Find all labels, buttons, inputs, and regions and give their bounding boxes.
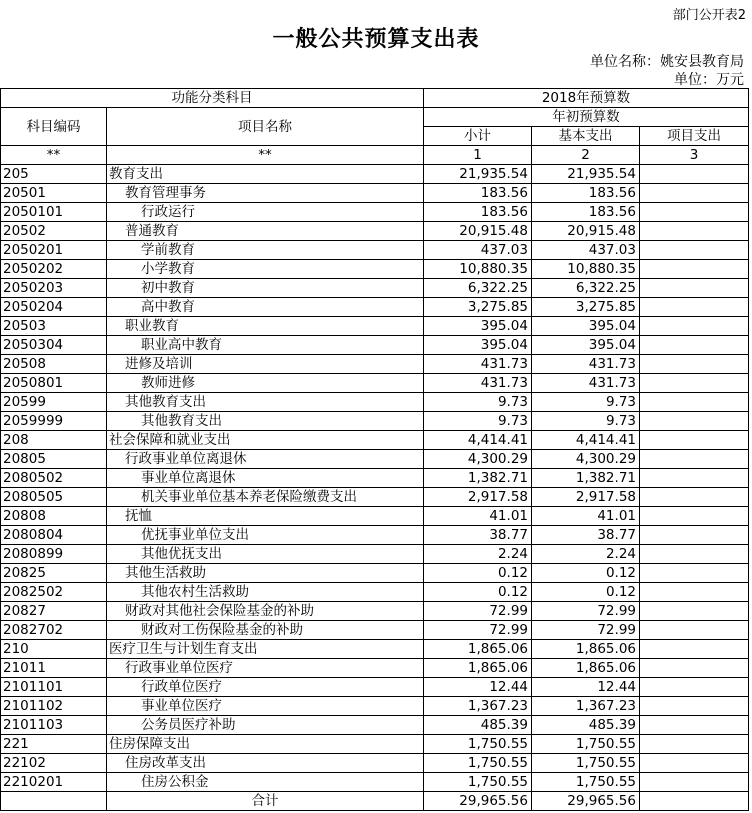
item-name-cell: 职业教育 (107, 317, 424, 336)
subtotal-cell: 10,880.35 (424, 260, 532, 279)
item-name-cell: 教育支出 (107, 165, 424, 184)
project-cell (640, 203, 749, 222)
project-cell (640, 716, 749, 735)
item-name-cell: 财政对其他社会保险基金的补助 (107, 602, 424, 621)
item-name-cell: 行政事业单位离退休 (107, 450, 424, 469)
table-row (1, 450, 749, 469)
subtotal-cell: 6,322.25 (424, 279, 532, 298)
subtotal-cell: 21,935.54 (424, 165, 532, 184)
subtotal-cell: 395.04 (424, 336, 532, 355)
subtotal-cell: 183.56 (424, 184, 532, 203)
project-cell (640, 754, 749, 773)
project-cell (640, 374, 749, 393)
header-row-4 (1, 146, 749, 165)
project-cell (640, 184, 749, 203)
budget-table (0, 88, 749, 811)
project-cell (640, 165, 749, 184)
item-name-cell: 行政单位医疗 (107, 678, 424, 697)
basic-cell: 9.73 (532, 393, 640, 412)
subtotal-cell: 1,750.55 (424, 735, 532, 754)
project-cell (640, 507, 749, 526)
item-name-header: 项目名称 (107, 108, 424, 146)
item-name-cell: 其他农村生活救助 (107, 583, 424, 602)
subject-code-cell: 20502 (1, 222, 107, 241)
project-cell (640, 336, 749, 355)
table-row (1, 488, 749, 507)
item-name-cell: 公务员医疗补助 (107, 716, 424, 735)
table-row (1, 412, 749, 431)
basic-cell: 6,322.25 (532, 279, 640, 298)
subject-code-cell: 2082702 (1, 621, 107, 640)
basic-cell: 183.56 (532, 184, 640, 203)
subject-code-cell: 2080804 (1, 526, 107, 545)
item-name-cell: 进修及培训 (107, 355, 424, 374)
project-cell (640, 393, 749, 412)
subject-code-cell: 2050203 (1, 279, 107, 298)
table-row (1, 393, 749, 412)
table-row (1, 317, 749, 336)
item-name-cell: 财政对工伤保险基金的补助 (107, 621, 424, 640)
basic-cell: 1,750.55 (532, 773, 640, 792)
subject-code-cell: 208 (1, 431, 107, 450)
basic-cell: 9.73 (532, 412, 640, 431)
table-row (1, 640, 749, 659)
table-row (1, 241, 749, 260)
table-row (1, 279, 749, 298)
item-name-cell: 抚恤 (107, 507, 424, 526)
subtotal-cell: 1,367.23 (424, 697, 532, 716)
subtotal-cell: 431.73 (424, 355, 532, 374)
subtotal-cell: 0.12 (424, 583, 532, 602)
func-category-header: 功能分类科目 (1, 89, 424, 108)
project-cell (640, 450, 749, 469)
subtotal-cell: 38.77 (424, 526, 532, 545)
basic-cell: 485.39 (532, 716, 640, 735)
table-row (1, 602, 749, 621)
table-row (1, 374, 749, 393)
table-row (1, 431, 749, 450)
subject-code-cell: 2050202 (1, 260, 107, 279)
item-name-cell: 高中教育 (107, 298, 424, 317)
subject-code-cell: 2050304 (1, 336, 107, 355)
item-name-cell: 住房改革支出 (107, 754, 424, 773)
col-number-3: 3 (640, 146, 749, 165)
subject-code-cell: 2050201 (1, 241, 107, 260)
project-cell (640, 773, 749, 792)
subtotal-cell: 431.73 (424, 374, 532, 393)
table-row (1, 754, 749, 773)
subject-code-cell: 20805 (1, 450, 107, 469)
subject-code-cell: 2210201 (1, 773, 107, 792)
project-cell (640, 621, 749, 640)
subtotal-cell: 485.39 (424, 716, 532, 735)
subject-code-cell: 21011 (1, 659, 107, 678)
table-row (1, 336, 749, 355)
project-cell (640, 279, 749, 298)
basic-cell: 4,414.41 (532, 431, 640, 450)
project-cell (640, 488, 749, 507)
basic-cell: 41.01 (532, 507, 640, 526)
project-cell (640, 355, 749, 374)
table-row (1, 469, 749, 488)
table-row (1, 621, 749, 640)
table-row (1, 184, 749, 203)
item-name-cell: 社会保障和就业支出 (107, 431, 424, 450)
subject-code-cell: 20501 (1, 184, 107, 203)
subtotal-cell: 2.24 (424, 545, 532, 564)
table-row (1, 564, 749, 583)
subtotal-cell: 41.01 (424, 507, 532, 526)
subject-code-cell: 20808 (1, 507, 107, 526)
basic-cell: 72.99 (532, 621, 640, 640)
basic-cell: 1,865.06 (532, 659, 640, 678)
project-cell (640, 526, 749, 545)
subject-code-cell: 2082502 (1, 583, 107, 602)
item-name-cell: 初中教育 (107, 279, 424, 298)
subject-code-cell: 20503 (1, 317, 107, 336)
project-cell (640, 412, 749, 431)
subtotal-cell: 72.99 (424, 621, 532, 640)
subject-code-cell: 221 (1, 735, 107, 754)
table-row (1, 260, 749, 279)
project-cell (640, 678, 749, 697)
subtotal-header: 小计 (424, 127, 532, 146)
basic-cell: 72.99 (532, 602, 640, 621)
basic-cell: 0.12 (532, 583, 640, 602)
project-cell (640, 735, 749, 754)
basic-header: 基本支出 (532, 127, 640, 146)
table-row (1, 222, 749, 241)
project-cell (640, 583, 749, 602)
subtotal-cell: 395.04 (424, 317, 532, 336)
subject-code-cell: 2050101 (1, 203, 107, 222)
subtotal-cell: 9.73 (424, 412, 532, 431)
project-cell (640, 298, 749, 317)
subject-code-cell: 20825 (1, 564, 107, 583)
table-row (1, 545, 749, 564)
item-name-cell: 其他教育支出 (107, 393, 424, 412)
table-row (1, 355, 749, 374)
col-number-2: 2 (532, 146, 640, 165)
project-header: 项目支出 (640, 127, 749, 146)
name-star-cell: ** (107, 146, 424, 165)
table-row (1, 659, 749, 678)
subtotal-cell: 183.56 (424, 203, 532, 222)
subject-code-cell: 2101101 (1, 678, 107, 697)
basic-cell: 431.73 (532, 374, 640, 393)
basic-cell: 4,300.29 (532, 450, 640, 469)
project-cell (640, 222, 749, 241)
project-cell (640, 469, 749, 488)
basic-cell: 38.77 (532, 526, 640, 545)
total-subtotal: 29,965.56 (424, 792, 532, 811)
table-row (1, 735, 749, 754)
subject-code-cell: 2059999 (1, 412, 107, 431)
table-row (1, 697, 749, 716)
subject-code-cell: 20599 (1, 393, 107, 412)
basic-cell: 431.73 (532, 355, 640, 374)
table-row (1, 583, 749, 602)
subject-code-cell: 2101103 (1, 716, 107, 735)
table-row (1, 773, 749, 792)
project-cell (640, 317, 749, 336)
subtotal-cell: 9.73 (424, 393, 532, 412)
basic-cell: 10,880.35 (532, 260, 640, 279)
total-project (640, 792, 749, 811)
item-name-cell: 事业单位离退休 (107, 469, 424, 488)
table-row (1, 203, 749, 222)
item-name-cell: 其他教育支出 (107, 412, 424, 431)
project-cell (640, 545, 749, 564)
subtotal-cell: 4,300.29 (424, 450, 532, 469)
total-row (1, 792, 749, 811)
item-name-cell: 住房保障支出 (107, 735, 424, 754)
item-name-cell: 机关事业单位基本养老保险缴费支出 (107, 488, 424, 507)
basic-cell: 1,382.71 (532, 469, 640, 488)
item-name-cell: 优抚事业单位支出 (107, 526, 424, 545)
subject-code-cell: 210 (1, 640, 107, 659)
basic-cell: 0.12 (532, 564, 640, 583)
project-cell (640, 241, 749, 260)
col-number-1: 1 (424, 146, 532, 165)
subtotal-cell: 1,750.55 (424, 773, 532, 792)
item-name-cell: 行政事业单位医疗 (107, 659, 424, 678)
basic-cell: 20,915.48 (532, 222, 640, 241)
unit-name-label: 单位名称：姚安县教育局 (590, 54, 744, 70)
basic-cell: 437.03 (532, 241, 640, 260)
total-basic: 29,965.56 (532, 792, 640, 811)
subject-code-cell: 2080899 (1, 545, 107, 564)
project-cell (640, 260, 749, 279)
item-name-cell: 其他优抚支出 (107, 545, 424, 564)
basic-cell: 3,275.85 (532, 298, 640, 317)
item-name-cell: 事业单位医疗 (107, 697, 424, 716)
subtotal-cell: 1,865.06 (424, 640, 532, 659)
subtotal-cell: 2,917.58 (424, 488, 532, 507)
header-row-2 (1, 108, 749, 127)
basic-cell: 12.44 (532, 678, 640, 697)
subject-code-cell: 20827 (1, 602, 107, 621)
subtotal-cell: 3,275.85 (424, 298, 532, 317)
table-row (1, 678, 749, 697)
basic-cell: 395.04 (532, 317, 640, 336)
basic-cell: 1,865.06 (532, 640, 640, 659)
subtotal-cell: 72.99 (424, 602, 532, 621)
subject-code-cell: 2050801 (1, 374, 107, 393)
basic-cell: 395.04 (532, 336, 640, 355)
project-cell (640, 640, 749, 659)
subject-code-cell: 2080505 (1, 488, 107, 507)
total-code-cell (1, 792, 107, 811)
table-number-label: 部门公开表2 (672, 8, 746, 23)
unit-label: 单位：万元 (674, 72, 744, 88)
subject-code-cell: 22102 (1, 754, 107, 773)
project-cell (640, 602, 749, 621)
project-cell (640, 564, 749, 583)
basic-cell: 21,935.54 (532, 165, 640, 184)
table-row (1, 526, 749, 545)
subject-code-cell: 205 (1, 165, 107, 184)
item-name-cell: 学前教育 (107, 241, 424, 260)
subtotal-cell: 12.44 (424, 678, 532, 697)
basic-cell: 2,917.58 (532, 488, 640, 507)
subtotal-cell: 437.03 (424, 241, 532, 260)
initial-budget-header: 年初预算数 (424, 108, 749, 127)
item-name-cell: 其他生活救助 (107, 564, 424, 583)
basic-cell: 1,750.55 (532, 735, 640, 754)
item-name-cell: 教育管理事务 (107, 184, 424, 203)
item-name-cell: 住房公积金 (107, 773, 424, 792)
basic-cell: 1,750.55 (532, 754, 640, 773)
table-row (1, 165, 749, 184)
subtotal-cell: 1,382.71 (424, 469, 532, 488)
subtotal-cell: 1,865.06 (424, 659, 532, 678)
item-name-cell: 教师进修 (107, 374, 424, 393)
code-star-cell: ** (1, 146, 107, 165)
basic-cell: 2.24 (532, 545, 640, 564)
project-cell (640, 697, 749, 716)
total-label: 合计 (107, 792, 424, 811)
item-name-cell: 普通教育 (107, 222, 424, 241)
table-row (1, 298, 749, 317)
table-row (1, 716, 749, 735)
subject-code-cell: 20508 (1, 355, 107, 374)
basic-cell: 1,367.23 (532, 697, 640, 716)
header-row-1 (1, 89, 749, 108)
basic-cell: 183.56 (532, 203, 640, 222)
project-cell (640, 431, 749, 450)
item-name-cell: 行政运行 (107, 203, 424, 222)
budget-year-header: 2018年预算数 (424, 89, 749, 108)
subtotal-cell: 20,915.48 (424, 222, 532, 241)
table-row (1, 507, 749, 526)
subject-code-cell: 2101102 (1, 697, 107, 716)
subject-code-header: 科目编码 (1, 108, 107, 146)
subtotal-cell: 4,414.41 (424, 431, 532, 450)
subject-code-cell: 2080502 (1, 469, 107, 488)
item-name-cell: 小学教育 (107, 260, 424, 279)
subtotal-cell: 1,750.55 (424, 754, 532, 773)
item-name-cell: 医疗卫生与计划生育支出 (107, 640, 424, 659)
subtotal-cell: 0.12 (424, 564, 532, 583)
item-name-cell: 职业高中教育 (107, 336, 424, 355)
project-cell (640, 659, 749, 678)
page-title: 一般公共预算支出表 (272, 27, 480, 52)
subject-code-cell: 2050204 (1, 298, 107, 317)
